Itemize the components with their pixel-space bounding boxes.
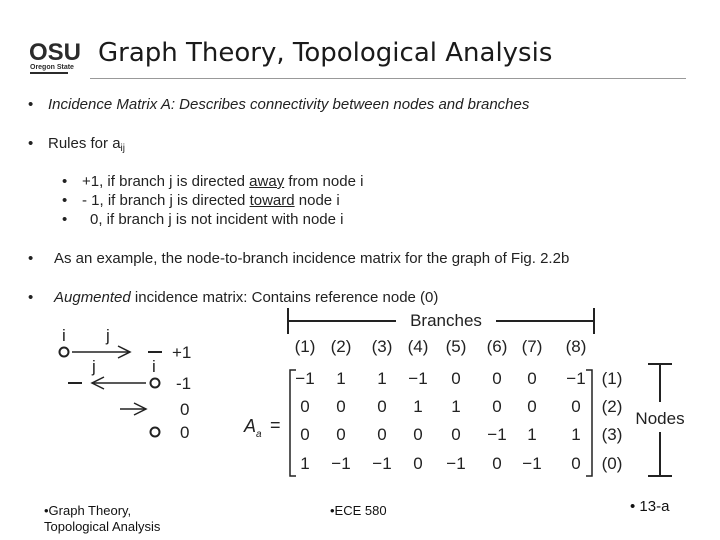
diagram-label-j-top: j <box>106 326 110 345</box>
matrix-lhs-subscript: a <box>256 429 262 440</box>
matrix-cell: 0 <box>413 454 423 473</box>
matrix-cell: −1 <box>446 454 466 473</box>
matrix-cell: 1 <box>451 397 461 416</box>
diagram-label-i-top: i <box>62 326 66 345</box>
footer-course: •ECE 580 <box>330 503 387 518</box>
column-header: (4) <box>407 337 429 356</box>
column-header: (6) <box>486 337 508 356</box>
matrix-cell: −1 <box>522 454 542 473</box>
matrix-cell: 0 <box>492 369 502 388</box>
rule-plus-one: • +1, if branch j is directed away from node i <box>62 173 364 190</box>
bullet-4-italic: Augmented <box>54 289 131 306</box>
matrix-cells <box>295 369 585 473</box>
row-label: (1) <box>601 369 623 388</box>
diagram-value-zero-1: 0 <box>180 400 190 419</box>
bullet-3-text: As an example, the node-to-branch incidence matrix for the graph of Fig. 2.2b <box>54 250 570 267</box>
column-header: (8) <box>565 337 587 356</box>
row-label: (3) <box>601 425 623 444</box>
node-circle-3 <box>151 428 160 437</box>
matrix-lhs-label: A <box>244 416 257 436</box>
matrix-cell: 0 <box>336 425 346 444</box>
footer-left <box>44 503 160 535</box>
node-circle-2 <box>151 379 160 388</box>
bullet-example: • As an example, the node-to-branch incidence matrix for the graph of Fig. 2.2b <box>28 250 570 267</box>
matrix-cell: 0 <box>571 454 581 473</box>
matrix-cell: 0 <box>527 397 537 416</box>
matrix-cell: 0 <box>451 425 461 444</box>
matrix-cell: −1 <box>331 454 351 473</box>
matrix-cell: 0 <box>527 369 537 388</box>
rule-minus-one: • - 1, if branch j is directed toward node i <box>62 192 340 209</box>
rule-2-text: - 1, if branch j is directed <box>82 192 250 209</box>
branches-label: Branches <box>410 311 482 330</box>
footer-left-line-2: Topological Analysis <box>44 519 161 534</box>
rule-zero: • 0, if branch j is not incident with node i <box>62 211 344 228</box>
osu-logo <box>28 36 82 82</box>
matrix-cell: 0 <box>413 425 423 444</box>
logo-text: OSU <box>29 39 82 66</box>
matrix-cell: 0 <box>336 397 346 416</box>
diagram-value-minus1: -1 <box>176 374 192 393</box>
column-header: (1) <box>294 337 316 356</box>
footer-left-line-1: •Graph Theory, <box>44 503 132 518</box>
bullet-1-rest: : Describes connectivity between nodes and branches <box>170 96 530 113</box>
rule-2-text-end: node i <box>294 192 340 209</box>
diagram-label-i-mid: i <box>152 357 156 376</box>
bullet-augmented: • Augmented incidence matrix: Contains reference node (0) <box>28 289 439 306</box>
incidence-matrix-figure <box>236 304 700 486</box>
matrix-cell: 0 <box>377 425 387 444</box>
matrix-cell: 0 <box>492 454 502 473</box>
bullet-2-subscript: ij <box>120 143 125 154</box>
matrix-cell: −1 <box>295 369 315 388</box>
matrix-cell: 1 <box>336 369 346 388</box>
column-headers <box>295 337 587 356</box>
matrix-cell: 1 <box>300 454 310 473</box>
title-divider <box>90 78 686 79</box>
column-header: (3) <box>371 337 393 356</box>
rule-1-underlined: away <box>249 173 285 190</box>
matrix-cell: −1 <box>372 454 392 473</box>
matrix-equals: = <box>270 415 281 435</box>
matrix-cell: 0 <box>377 397 387 416</box>
matrix-cell: 0 <box>492 397 502 416</box>
matrix-cell: −1 <box>566 369 586 388</box>
bullet-incidence-matrix: • Incidence Matrix A: Describes connectivity between nodes and branches <box>28 96 530 113</box>
column-header: (7) <box>521 337 543 356</box>
row-label: (0) <box>601 454 623 473</box>
matrix-cell: 1 <box>571 425 581 444</box>
bullet-2-text: Rules for a <box>48 135 121 152</box>
rule-1-text: +1, if branch j is directed <box>82 173 250 190</box>
rule-1-text-end: from node i <box>284 173 364 190</box>
diagram-value-plus1: +1 <box>172 343 192 362</box>
matrix-cell: −1 <box>487 425 507 444</box>
matrix-cell: 0 <box>300 425 310 444</box>
row-labels <box>602 369 623 473</box>
logo-caption: Oregon State <box>30 64 74 71</box>
matrix-cell: 1 <box>527 425 537 444</box>
right-bracket <box>586 370 592 476</box>
row-label: (2) <box>601 397 623 416</box>
page-title: Graph Theory, Topological Analysis <box>98 38 553 68</box>
diagram-label-j-mid: j <box>92 357 96 376</box>
bullet-rules: • Rules for $a_{ij}$ <box>28 135 125 154</box>
column-header: (5) <box>445 337 467 356</box>
matrix-cell: 0 <box>451 369 461 388</box>
matrix-cell: 0 <box>300 397 310 416</box>
rule-2-underlined: toward <box>249 192 295 209</box>
matrix-cell: 1 <box>413 397 423 416</box>
slide-number: • 13-a <box>630 498 670 515</box>
column-header: (2) <box>330 337 352 356</box>
node-circle-1 <box>60 348 69 357</box>
branch-node-diagram <box>50 322 220 447</box>
bullet-4-rest: incidence matrix: Contains reference node (0) <box>130 289 439 306</box>
rule-3-text: 0, if branch j is not incident with node i <box>90 211 344 228</box>
diagram-value-zero-2: 0 <box>180 423 190 442</box>
matrix-cell: −1 <box>408 369 428 388</box>
matrix-cell: 0 <box>571 397 581 416</box>
nodes-label: Nodes <box>635 409 685 428</box>
matrix-cell: 1 <box>377 369 387 388</box>
bullet-1-italic: Incidence Matrix A <box>48 96 171 113</box>
